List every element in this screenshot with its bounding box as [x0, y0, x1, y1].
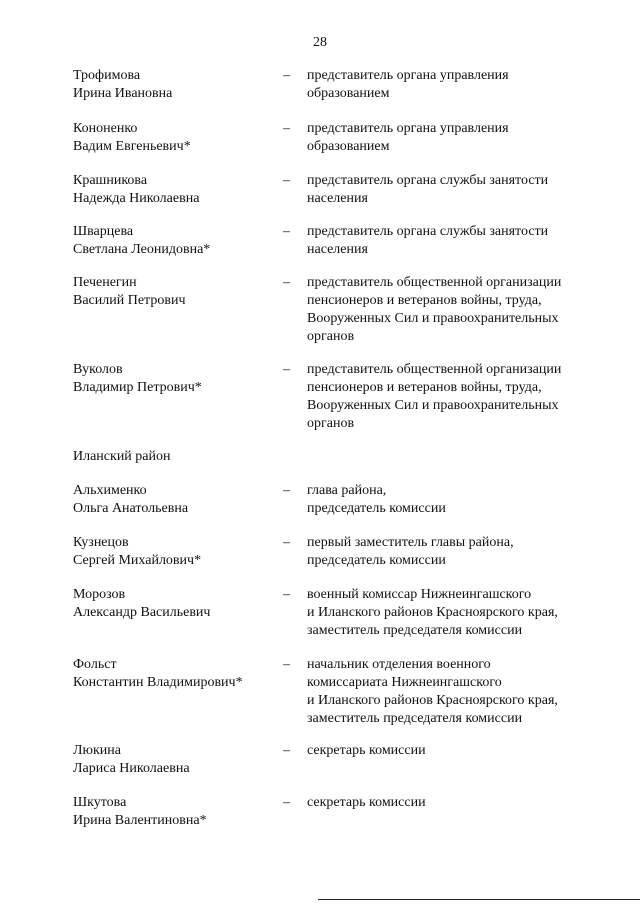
member-name-line: Надежда Николаевна: [73, 191, 200, 206]
member-name-line: Шварцева: [73, 224, 134, 239]
member-name-line: Морозов: [73, 587, 126, 602]
member-role-line: начальник отделения военного: [307, 657, 491, 672]
member-name-line: Светлана Леонидовна*: [73, 242, 211, 257]
member-name: [73, 534, 273, 570]
member-role-line: населения: [307, 191, 368, 206]
dash-separator: –: [283, 173, 290, 188]
member-role-line: заместитель председателя комиссии: [307, 711, 523, 726]
member-name-line: Александр Васильевич: [73, 605, 211, 620]
member-name: [73, 172, 273, 208]
member-name-line: Лариса Николаевна: [73, 761, 190, 776]
member-role-line: председатель комиссии: [307, 553, 446, 568]
member-role-line: заместитель председателя комиссии: [307, 623, 523, 638]
member-name-line: Кузнецов: [73, 535, 129, 550]
member-role: [307, 120, 597, 156]
dash-separator: –: [283, 224, 290, 239]
member-name-line: Константин Владимирович*: [73, 675, 243, 690]
page-number: 28: [313, 35, 327, 50]
member-role-line: органов: [307, 416, 355, 431]
member-name-line: Василий Петрович: [73, 293, 186, 308]
member-role-line: представитель общественной организации: [307, 362, 562, 377]
member-role-line: образованием: [307, 86, 390, 101]
bottom-rule: [318, 899, 640, 900]
member-role: [307, 534, 597, 570]
member-role-line: секретарь комиссии: [307, 795, 426, 810]
member-role: [307, 67, 597, 103]
member-name-line: Крашникова: [73, 173, 148, 188]
member-role-line: представитель органа управления: [307, 68, 509, 83]
member-role-line: комиссариата Нижнеингашского: [307, 675, 502, 690]
member-role-line: и Иланского районов Красноярского края,: [307, 693, 558, 708]
member-name-line: Трофимова: [73, 68, 141, 83]
dash-separator: –: [283, 587, 290, 602]
member-role: [307, 656, 597, 728]
member-role-line: пенсионеров и ветеранов войны, труда,: [307, 380, 542, 395]
member-role-line: органов: [307, 329, 355, 344]
dash-separator: –: [283, 743, 290, 758]
section-heading: Иланский район: [73, 449, 171, 464]
member-name-line: Кононенко: [73, 121, 138, 136]
member-role-line: Вооруженных Сил и правоохранительных: [307, 311, 559, 326]
dash-separator: –: [283, 795, 290, 810]
member-role-line: пенсионеров и ветеранов войны, труда,: [307, 293, 542, 308]
member-role-line: глава района,: [307, 483, 387, 498]
member-name-line: Люкина: [73, 743, 121, 758]
member-name: [73, 274, 273, 310]
member-role: [307, 223, 597, 259]
member-name: [73, 482, 273, 518]
dash-separator: –: [283, 483, 290, 498]
dash-separator: –: [283, 121, 290, 136]
member-name-line: Ирина Ивановна: [73, 86, 173, 101]
member-role: [307, 361, 597, 433]
member-role: [307, 274, 597, 346]
dash-separator: –: [283, 535, 290, 550]
member-name-line: Владимир Петрович*: [73, 380, 202, 395]
member-role-line: председатель комиссии: [307, 501, 446, 516]
member-role: [307, 482, 597, 518]
member-name-line: Печенегин: [73, 275, 137, 290]
member-name: [73, 67, 273, 103]
member-name-line: Вадим Евгеньевич*: [73, 139, 191, 154]
member-role-line: представитель общественной организации: [307, 275, 562, 290]
member-name-line: Вуколов: [73, 362, 123, 377]
member-role: [307, 586, 597, 640]
dash-separator: –: [283, 657, 290, 672]
member-role-line: представитель органа службы занятости: [307, 224, 549, 239]
member-name: [73, 361, 273, 397]
dash-separator: –: [283, 362, 290, 377]
member-role: [307, 794, 597, 812]
member-name-line: Ирина Валентиновна*: [73, 813, 207, 828]
member-name-line: Ольга Анатольевна: [73, 501, 189, 516]
member-name: [73, 742, 273, 778]
member-role-line: населения: [307, 242, 368, 257]
member-name: [73, 586, 273, 622]
member-role-line: представитель органа управления: [307, 121, 509, 136]
member-name: [73, 656, 273, 692]
dash-separator: –: [283, 68, 290, 83]
member-name-line: Фольст: [73, 657, 117, 672]
member-role: [307, 742, 597, 760]
member-role-line: образованием: [307, 139, 390, 154]
member-role-line: Вооруженных Сил и правоохранительных: [307, 398, 559, 413]
member-role: [307, 172, 597, 208]
member-name: [73, 223, 273, 259]
member-role-line: и Иланского районов Красноярского края,: [307, 605, 558, 620]
member-name: [73, 120, 273, 156]
member-role-line: военный комиссар Нижнеингашского: [307, 587, 532, 602]
member-role-line: первый заместитель главы района,: [307, 535, 514, 550]
member-name: [73, 794, 273, 830]
member-name-line: Альхименко: [73, 483, 147, 498]
dash-separator: –: [283, 275, 290, 290]
member-role-line: секретарь комиссии: [307, 743, 426, 758]
member-role-line: представитель органа службы занятости: [307, 173, 549, 188]
member-name-line: Сергей Михайлович*: [73, 553, 202, 568]
member-name-line: Шкутова: [73, 795, 127, 810]
